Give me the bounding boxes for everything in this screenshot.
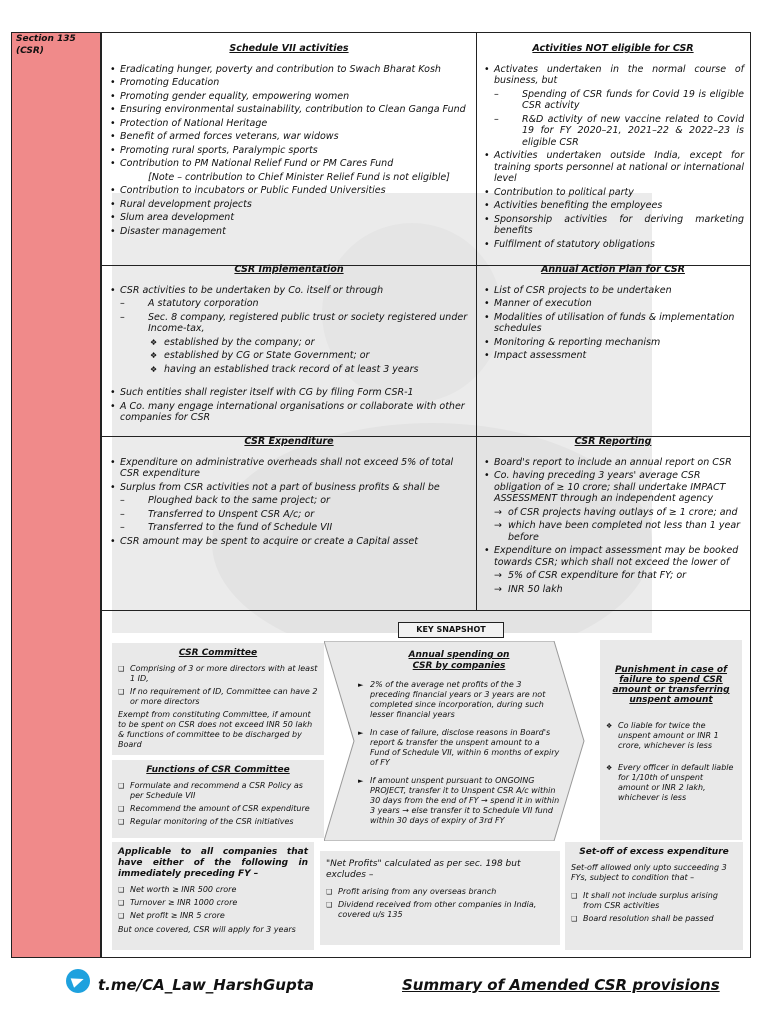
list-arrow-item: → INR 50 lakh [482, 584, 744, 596]
section-subtitle: (CSR) [16, 46, 44, 56]
action-plan-title: Annual Action Plan for CSR [541, 264, 685, 275]
list-item: ❑ Board resolution shall be passed [571, 914, 737, 924]
list-item: ► If amount unspent pursuant to ONGOING PROJECT, transfer it to Unspent CSR A/c within 30 days from the end of FY → spend it in within 3 years → else transfer it to Schedule VII fund within 30 days of expiry of 3rd FY [358, 776, 560, 826]
list-item: • Expenditure on impact assessment may be booked towards CSR; which shall not exceed the lower of [482, 545, 744, 568]
list-subitem: – Spending of CSR funds for Covid 19 is eligible CSR activity [482, 89, 744, 112]
exempt-text: Exempt from constituting Committee, if amount to be spent on CSR does not exceed INR 50 lakh & functions of committee to be discharged by Board [118, 710, 313, 749]
list-item: • Activities undertaken outside India, except for training sports personnel at national or international level [482, 150, 744, 185]
list-subitem: – R&D activity of new vaccine related to Covid 19 for FY 2020–21, 2021–22 & 2022–23 is eligible CSR [482, 114, 744, 149]
list-item: • Protection of National Heritage [108, 118, 470, 130]
list-item: • Sponsorship activities for deriving marketing benefits [482, 214, 744, 237]
functions-title: Functions of CSR Committee [146, 765, 290, 775]
list-item: • Expenditure on administrative overheads shall not exceed 5% of total CSR expenditure [108, 457, 470, 480]
net-profits-box [320, 851, 560, 945]
list-item: • Modalities of utilisation of funds & implementation schedules [482, 312, 744, 335]
list-subitem: – Ploughed back to the same project; or [108, 495, 470, 507]
list-item: • Benefit of armed forces veterans, war widows [108, 131, 470, 143]
action-plan-panel [482, 264, 744, 364]
list-item: ❑ Profit arising from any overseas branch [326, 887, 554, 897]
list-item: • Promoting Education [108, 77, 470, 89]
list-item: • Eradicating hunger, poverty and contribution to Swach Bharat Kosh [108, 64, 470, 76]
list-subsubitem: ❖ established by the company; or [108, 337, 470, 349]
punishment-box [600, 640, 742, 840]
list-arrow-item: → which have been completed not less than 1 year before [482, 520, 744, 543]
list-arrow-item: → 5% of CSR expenditure for that FY; or [482, 570, 744, 582]
list-item: ► In case of failure, disclose reasons in Board's report & transfer the unspent amount to a Fund of Schedule VII, within 6 months of expiry of FY [358, 728, 560, 768]
not-eligible-title: Activities NOT eligible for CSR [532, 43, 694, 54]
list-note: [Note – contribution to Chief Minister Relief Fund is not eligible] [148, 171, 450, 183]
list-item: • Ensuring environmental sustainability, contribution to Clean Ganga Fund [108, 104, 470, 116]
annual-spending-box [354, 645, 564, 837]
list-item: • Such entities shall register itself with CG by filing Form CSR-1 [108, 387, 470, 399]
list-subitem: – Transferred to the fund of Schedule VII [108, 522, 470, 534]
implementation-panel [108, 264, 470, 426]
list-item: • Impact assessment [482, 350, 744, 362]
setoff-desc: Set-off allowed only upto succeeding 3 FYs, subject to condition that – [571, 863, 727, 882]
list-item: • List of CSR projects to be undertaken [482, 285, 744, 297]
list-subsubitem: ❖ established by CG or State Government; or [108, 350, 470, 362]
list-item: ❑ Comprising of 3 or more directors with at least 1 ID, [118, 664, 318, 684]
list-item: ❑ Recommend the amount of CSR expenditure [118, 804, 318, 814]
list-item: • Promoting rural sports, Paralympic sports [108, 145, 470, 157]
net-profits-title: "Net Profits" calculated as per sec. 198 but excludes – [326, 859, 521, 880]
key-snapshot-label: KEY SNAPSHOT [398, 622, 504, 638]
list-item: ❑ Dividend received from other companies in India, covered u/s 135 [326, 900, 554, 920]
list-item: ❑ It shall not include surplus arising from CSR activities [571, 891, 737, 911]
list-item: • Board's report to include an annual report on CSR [482, 457, 744, 469]
list-item: • Contribution to incubators or Public Funded Universities [108, 185, 470, 197]
applicable-title: Applicable to all companies that have either of the following in immediately preceding FY – [118, 847, 308, 879]
expenditure-panel [108, 436, 470, 549]
list-item: • Activates undertaken in the normal course of business, but [482, 64, 744, 87]
divider [102, 610, 750, 611]
list-item: • Contribution to PM National Relief Fund or PM Cares Fund [108, 158, 470, 170]
list-item: • Fulfilment of statutory obligations [482, 239, 744, 251]
punishment-title: Punishment in case of failure to spend CSR amount or transferring unspent amount [612, 665, 730, 705]
list-item: • Disaster management [108, 226, 470, 238]
implementation-title: CSR Implementation [234, 264, 344, 275]
divider [476, 33, 477, 610]
section-sidebar [11, 32, 101, 958]
list-item: ❑ Net profit ≥ INR 5 crore [118, 911, 308, 921]
schedule-vii-title: Schedule VII activities [229, 43, 349, 54]
list-subitem: – Sec. 8 company, registered public trust or society registered under Income-tax, [108, 312, 470, 335]
list-item: • Contribution to political party [482, 187, 744, 199]
list-item: • Surplus from CSR activities not a part of business profits & shall be [108, 482, 470, 494]
list-subsubitem: ❖ having an established track record of at least 3 years [108, 364, 470, 376]
list-item: • Co. having preceding 3 years' average CSR obligation of ≥ 10 crore; shall undertake IMPACT ASSESSMENT through an independent agency [482, 470, 744, 505]
annual-spending-subtitle: CSR by companies [412, 661, 506, 671]
not-eligible-panel [482, 43, 744, 252]
schedule-vii-panel [108, 43, 470, 239]
telegram-link[interactable]: t.me/CA_Law_HarshGupta [98, 976, 315, 994]
list-item: ❖ Co liable for twice the unspent amount or INR 1 crore, whichever is less [606, 721, 736, 751]
telegram-icon[interactable] [66, 969, 90, 993]
list-item: ❑ Net worth ≥ INR 500 crore [118, 885, 308, 895]
list-item: ❑ Regular monitoring of the CSR initiatives [118, 817, 318, 827]
list-subitem: – Transferred to Unspent CSR A/c; or [108, 509, 470, 521]
list-item: ❑ Formulate and recommend a CSR Policy as per Schedule VII [118, 781, 318, 801]
applicable-box [112, 842, 314, 950]
csr-committee-title: CSR Committee [178, 648, 258, 658]
list-item: • Activities benefiting the employees [482, 200, 744, 212]
csr-committee-box [112, 643, 324, 755]
expenditure-title: CSR Expenditure [244, 436, 334, 447]
list-item: ► 2% of the average net profits of the 3 preceding financial years or 3 years are not completed since incorporation, during such lesser financial years [358, 680, 560, 720]
setoff-title: Set-off of excess expenditure [579, 847, 729, 857]
list-item: • A Co. many engage international organisations or collaborate with other companies for CSR [108, 401, 470, 424]
list-item: • Manner of execution [482, 298, 744, 310]
list-arrow-item: → of CSR projects having outlays of ≥ 1 crore; and [482, 507, 744, 519]
setoff-box [565, 842, 743, 950]
applicable-footer: But once covered, CSR will apply for 3 years [118, 925, 296, 934]
list-item: • Rural development projects [108, 199, 470, 211]
list-subitem: – A statutory corporation [108, 298, 470, 310]
list-item: ❑ Turnover ≥ INR 1000 crore [118, 898, 308, 908]
footer-title: Summary of Amended CSR provisions [402, 976, 720, 994]
list-item: • Monitoring & reporting mechanism [482, 337, 744, 349]
list-item: ❑ If no requirement of ID, Committee can have 2 or more directors [118, 687, 318, 707]
list-item: • CSR amount may be spent to acquire or create a Capital asset [108, 536, 470, 548]
list-item: • Slum area development [108, 212, 470, 224]
functions-box [112, 760, 324, 838]
reporting-title: CSR Reporting [574, 436, 652, 447]
list-item: • Promoting gender equality, empowering women [108, 91, 470, 103]
list-item: ❖ Every officer in default liable for 1/10th of unspent amount or INR 2 lakh, whichever is less [606, 763, 736, 803]
annual-spending-title: Annual spending on [408, 650, 510, 660]
section-number: Section 135 [16, 34, 76, 44]
list-item: • CSR activities to be undertaken by Co. itself or through [108, 285, 470, 297]
reporting-panel [482, 436, 744, 597]
main-content [101, 32, 751, 958]
